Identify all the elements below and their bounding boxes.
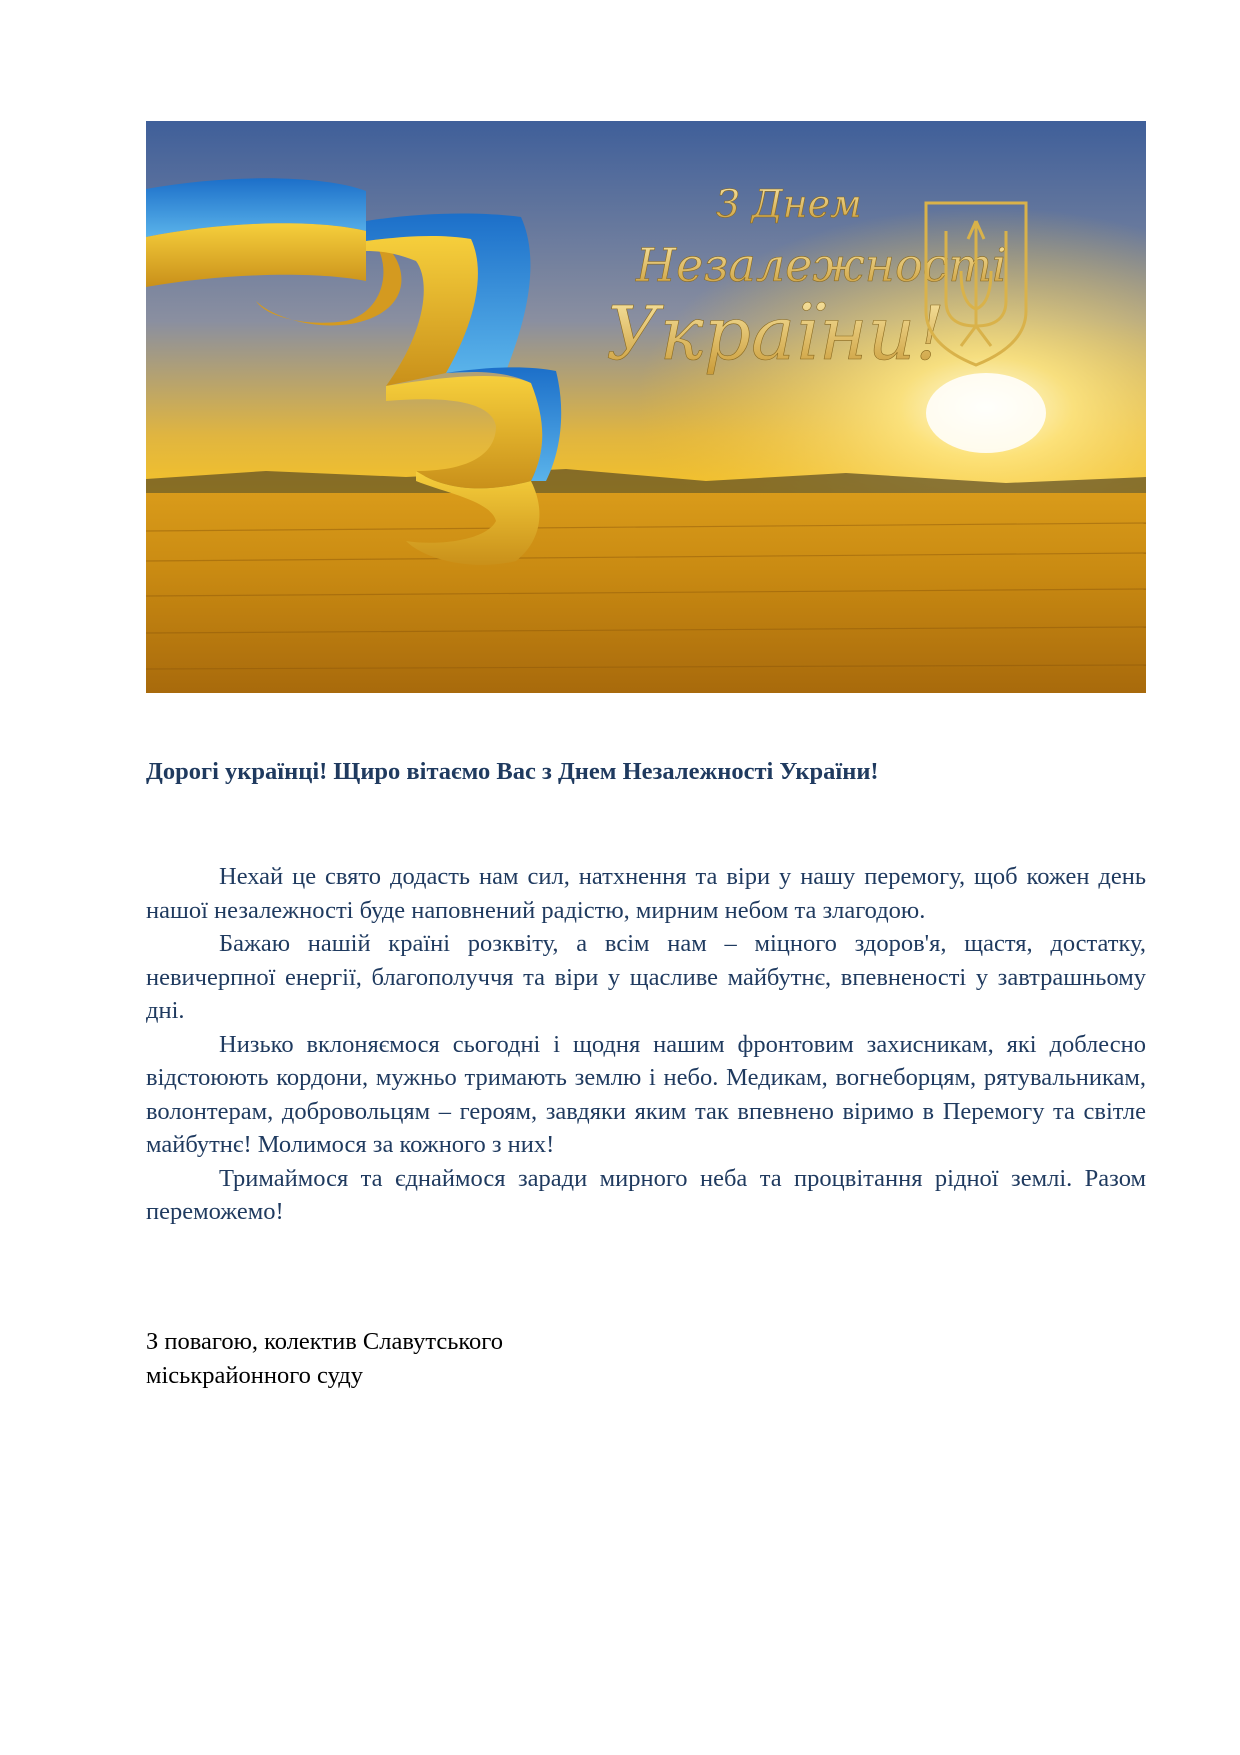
paragraph: Низько вклоняємося сьогодні і щодня нашим фронтовим захисникам, які доблесно відстоюють кордони, мужньо тримають землю і небо. Медикам, вогнеборцям, рятувальникам, волонтерам, добровольцям – героям, завдяки яким так впевнено віримо в Перемогу та світле майбутнє! Молимося за кожного з них! [146, 1030, 1146, 1158]
paragraph: Тримаймося та єднаймося заради мирного неба та процвітання рідної землі. Разом переможемо! [146, 1164, 1146, 1225]
signature-line-1: З повагою, колектив Славутського [146, 1328, 503, 1355]
svg-text:Незалежності: Незалежності [636, 238, 1007, 292]
greeting-heading: Дорогі українці! Щиро вітаємо Вас з Днем Незалежності України! [146, 758, 879, 785]
signature-block [146, 1325, 846, 1393]
independence-day-banner [146, 121, 1146, 693]
svg-text:З Днем: З Днем [716, 182, 862, 226]
paragraph: Бажаю нашій країні розквіту, а всім нам – міцного здоров'я, щастя, достатку, невичерпної енергії, благополуччя та віри у щасливе майбутнє, впевненості у завтрашньому дні. [146, 930, 1146, 1024]
signature-line-2: міськрайонного суду [146, 1362, 364, 1389]
banner-illustration [146, 121, 1146, 693]
svg-text:України!: України! [606, 291, 945, 377]
paragraph: Нехай це свято додасть нам сил, натхнення та віри у нашу перемогу, щоб кожен день нашої незалежності буде наповнений радістю, мирним небом та злагодою. [146, 863, 1146, 924]
letter-body [146, 860, 1146, 1229]
